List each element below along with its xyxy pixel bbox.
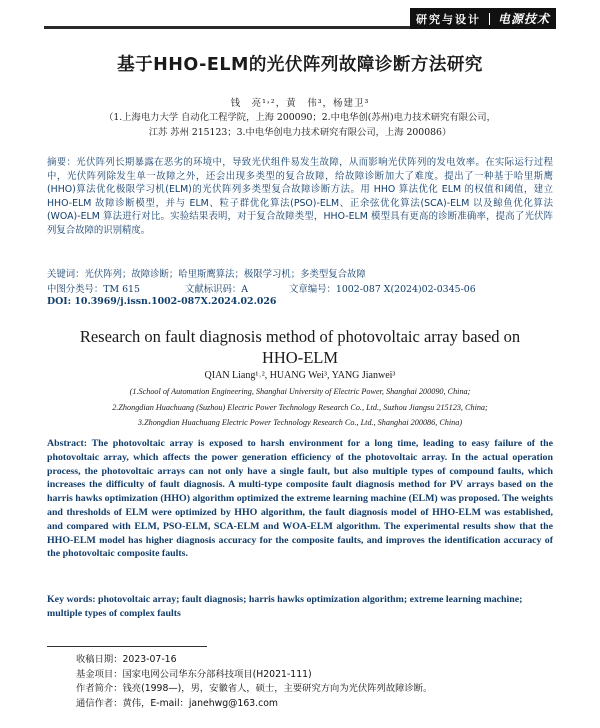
english-affiliation-line: 2.Zhongdian Huachuang (Suzhou) Electric Power Technology Research Co., Ltd., Suzhou Jiangsu 215123, China; <box>112 402 488 412</box>
english-title-line: HHO-ELM <box>261 348 339 367</box>
document-code: 文献标识码：A <box>185 284 249 295</box>
footnotes <box>76 653 556 711</box>
chinese-title: 基于HHO-ELM的光伏阵列故障诊断方法研究 <box>117 55 483 75</box>
journal-logo: 电源技术 <box>497 12 550 26</box>
english-affiliations <box>50 384 550 431</box>
corresponding-author: 通信作者：黄伟，E-mail：janehwg@163.com <box>76 697 278 709</box>
clc-number: 中图分类号：TM 615 <box>47 284 140 295</box>
english-keywords: Key words: photovoltaic array; fault diagnosis; harris hawks optimization algorithm; extreme learning machine; multiple types of complex faults <box>47 594 523 619</box>
english-abstract: Abstract: The photovoltaic array is exposed to harsh environment for a long time, leading to easy failure of the photovoltaic array, which affects the power generation efficiency of the photovoltaic array. In the actual operation process, the photovoltaic arrays can not only have a single fault, but also multiple types of compound faults, which increases the difficulty of fault diagnosis. A multi-type composite fault diagnosis method for PV arrays based on the harris hawks optimization (HHO) algorithm optimized the extreme learning machine (ELM) was proposed. The weights and thresholds of ELM were optimized by HHO algorithm, the fault diagnosis model of HHO-ELM was established, and compared with ELM, PSO-ELM, SCA-ELM and WOA-ELM algorithm. The experimental results show that the HHO-ELM model has higher diagnosis accuracy for the composite faults, and improves the identification accuracy of the photovoltaic composite faults. <box>47 438 553 560</box>
footnote-divider <box>47 646 207 647</box>
chinese-authors: 钱 亮¹˒²，黄 伟³，杨建卫³ <box>230 98 370 109</box>
article-number: 文章编号：1002-087 X(2024)02-0345-06 <box>289 284 476 295</box>
chinese-keywords: 关键词：光伏阵列；故障诊断；哈里斯鹰算法；极限学习机；多类型复合故障 <box>47 269 366 280</box>
chinese-affiliations <box>80 111 520 140</box>
received-date: 收稿日期：2023-07-16 <box>76 654 177 665</box>
chinese-affiliation-line: 江苏 苏州 215123；3.中电华创电力技术研究有限公司，上海 200086） <box>148 126 452 138</box>
masthead-divider <box>489 13 490 25</box>
chinese-abstract: 摘要：光伏阵列长期暴露在恶劣的环境中，导致光伏组件易发生故障，从而影响光伏阵列的发电效率。在实际运行过程中，光伏阵列除发生单一故障之外，还会出现多类型的复合故障，给故障诊断加大了难度。提出了一种基于哈里斯鹰(HHO)算法优化极限学习机(ELM)的光伏阵列多类型复合故障诊断方法。用 HHO 算法优化 ELM 的权值和阈值，建立 HHO-ELM 故障诊断模型，并与 ELM、粒子群优化算法(PSO)-ELM、正余弦优化算法(SCA)-ELM 以及鲸鱼优化算法(WOA)-ELM 算法进行对比。实验结果表明，对于复合故障类型，HHO-ELM 模型具有更高的诊断准确率，提高了光伏阵列复合故障的识别精度。 <box>47 157 553 236</box>
funding-info: 基金项目：国家电网公司华东分部科技项目(H2021-111) <box>76 668 312 680</box>
journal-masthead <box>44 8 556 29</box>
english-affiliation-line: (1.School of Automation Engineering, Shanghai University of Electric Power, Shanghai 200090, China; <box>129 387 471 396</box>
doi: DOI: 10.3969/j.issn.1002-087X.2024.02.026 <box>47 296 277 307</box>
english-authors: QIAN Liang¹˒², HUANG Wei³, YANG Jianwei³ <box>204 370 396 381</box>
english-affiliation-line: 3.Zhongdian Huachuang Electric Power Technology Research Co., Ltd., Shanghai 200086, China) <box>137 418 463 427</box>
author-bio: 作者简介：钱亮(1998—)，男，安徽省人，硕士，主要研究方向为光伏阵列故障诊断。 <box>76 683 433 695</box>
masthead-badge <box>410 8 556 29</box>
english-title <box>0 326 600 368</box>
chinese-affiliation-line: （1.上海电力大学 自动化工程学院，上海 200090；2.中电华创(苏州)电力技术研究有限公司， <box>104 112 496 123</box>
masthead-section-label: 研究与设计 <box>415 12 481 26</box>
english-title-line: Research on fault diagnosis method of photovoltaic array based on <box>79 327 521 346</box>
chinese-classification <box>47 281 553 295</box>
